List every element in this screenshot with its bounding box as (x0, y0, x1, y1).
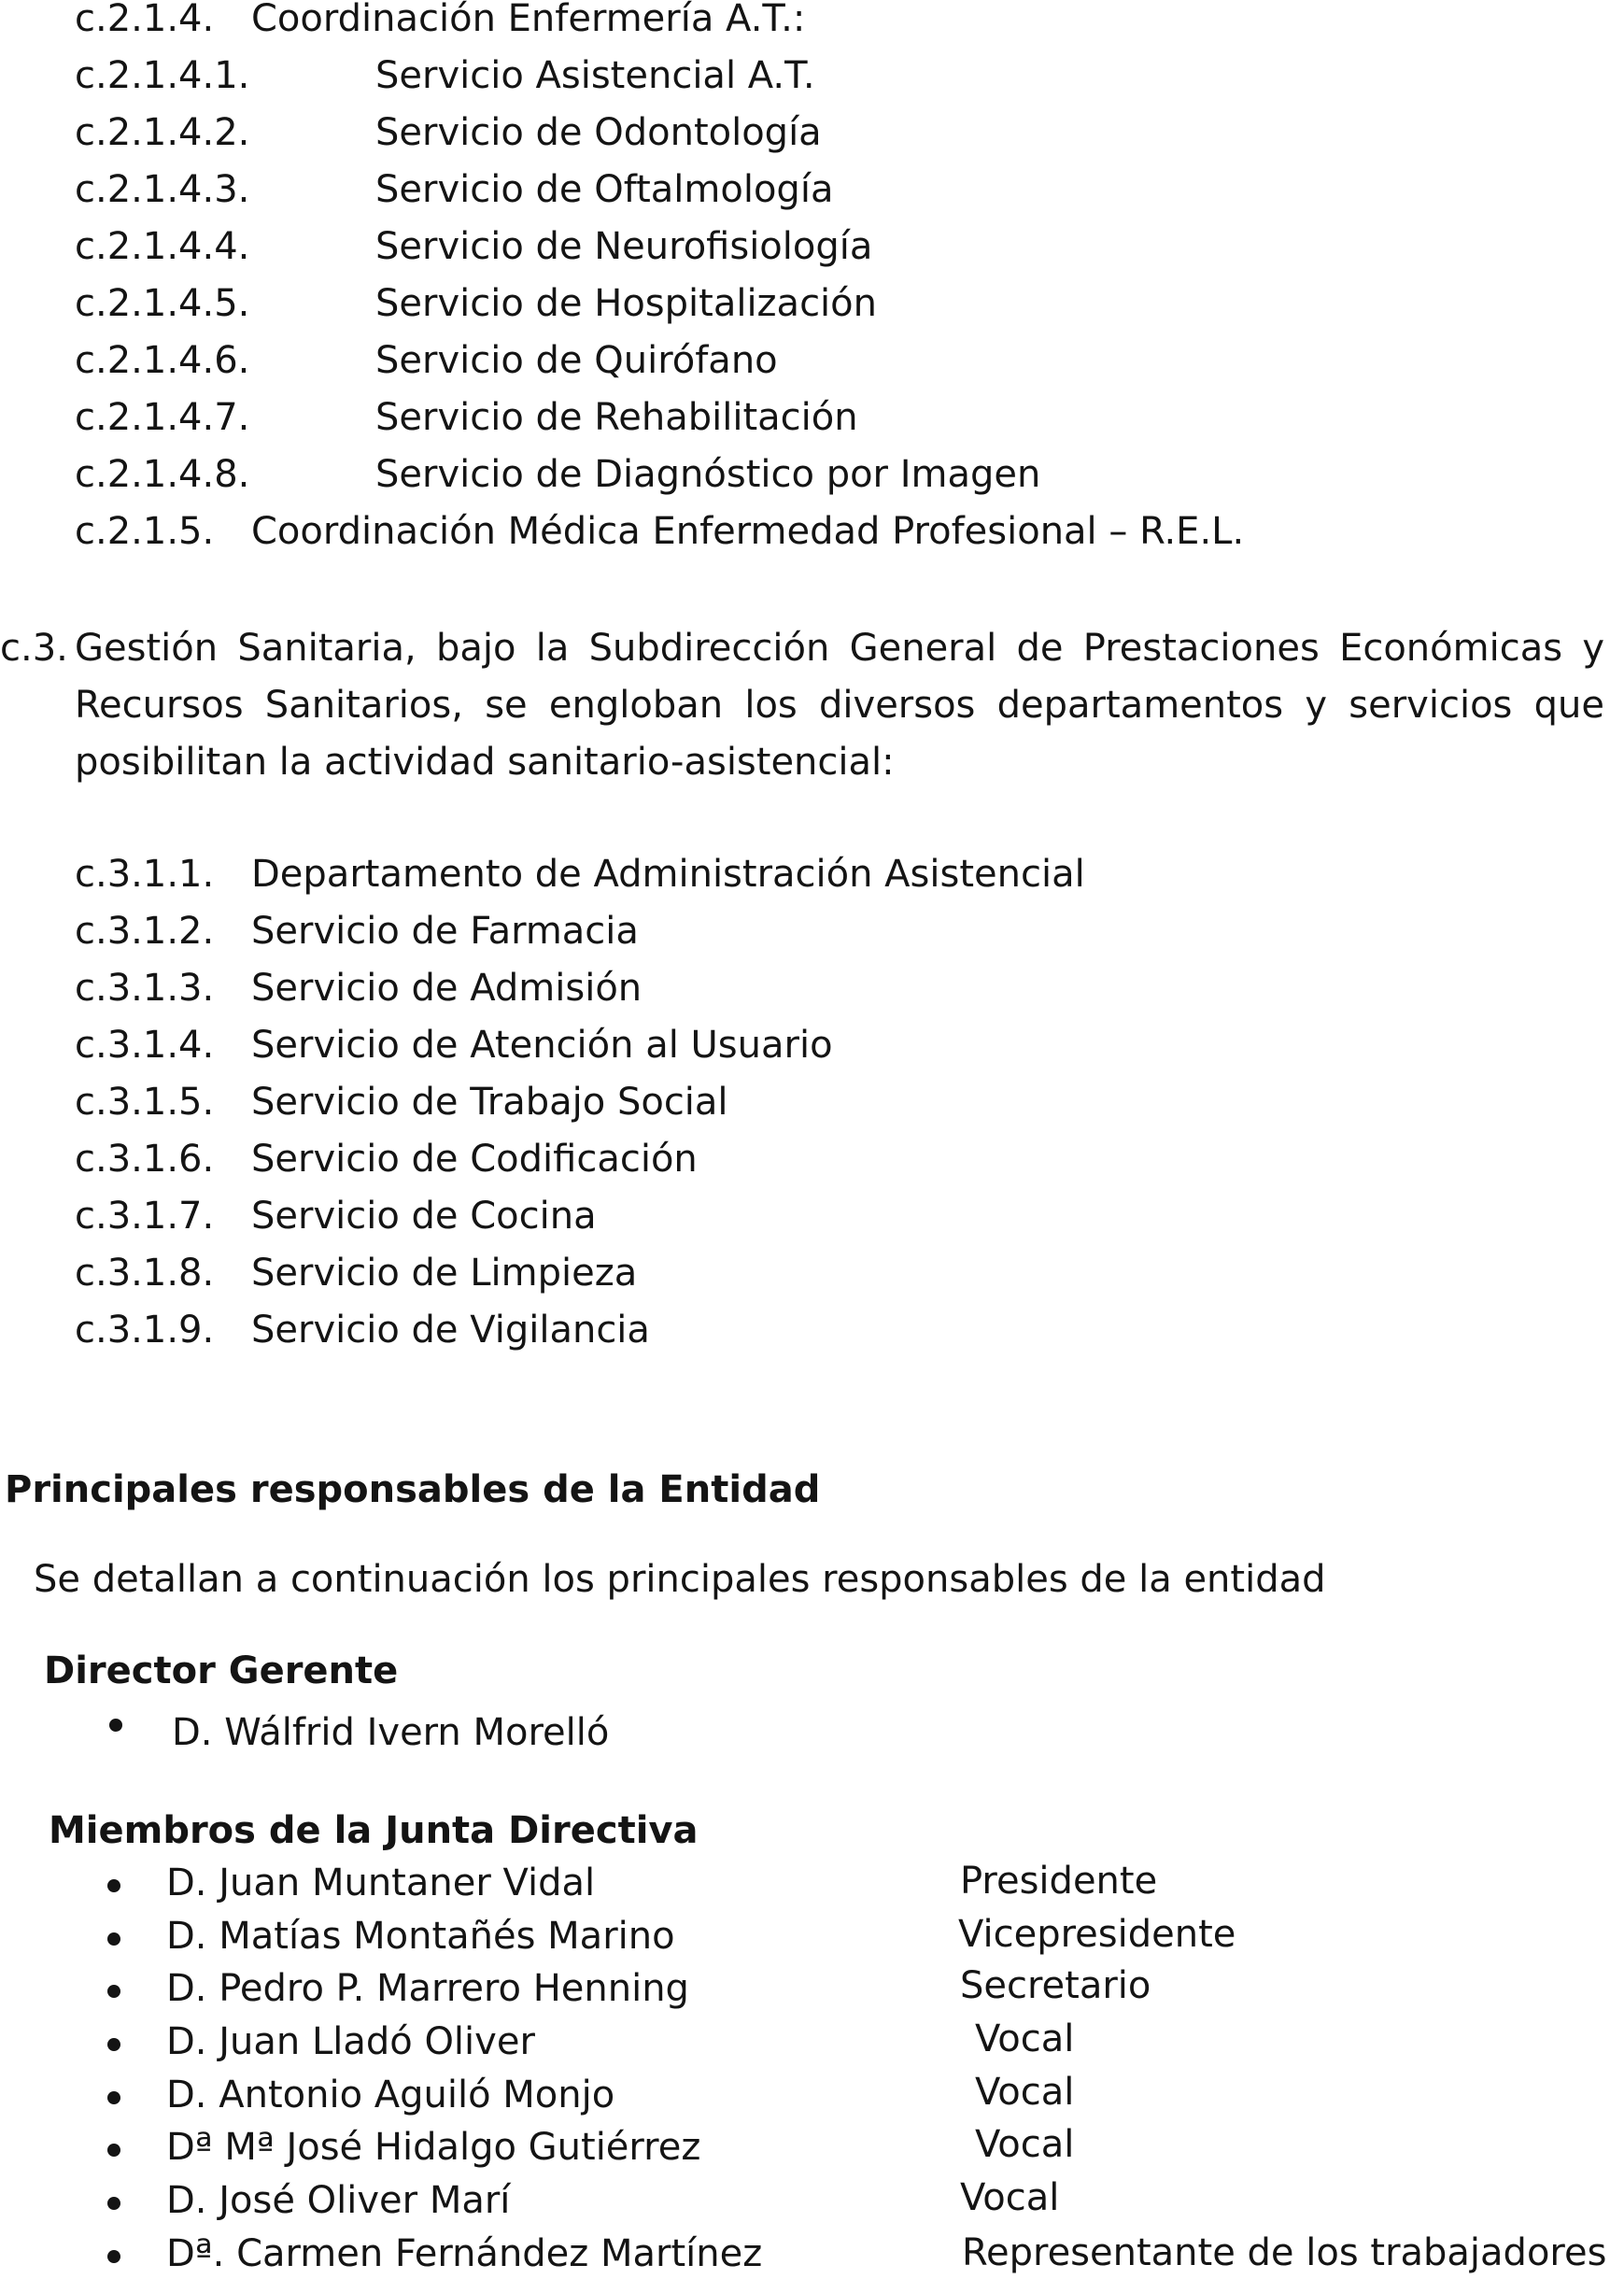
item-number: c.3.1.2. (75, 910, 215, 953)
bullet-icon (107, 2038, 120, 2051)
member-role: Vocal (975, 2123, 1075, 2166)
section-c3-paragraph (0, 620, 1604, 791)
section-heading: Principales responsables de la Entidad (5, 1468, 821, 1511)
item-number: c.2.1.4.1. (75, 54, 250, 97)
item-number: c.2.1.4.5. (75, 282, 250, 325)
paragraph-line: Recursos Sanitarios, se engloban los diversos departamentos y servicios que (75, 684, 1604, 727)
item-text: Servicio de Limpieza (251, 1252, 638, 1295)
member-name: Dª Mª José Hidalgo Gutiérrez (166, 2126, 701, 2169)
item-number: c.2.1.4.3. (75, 168, 250, 211)
member-name: D. Juan Lladó Oliver (166, 2020, 535, 2063)
item-text: Coordinación Enfermería A.T.: (251, 0, 806, 40)
item-text: Servicio de Vigilancia (251, 1309, 650, 1352)
member-name: D. José Oliver Marí (166, 2179, 511, 2222)
item-number: c.3.1.6. (75, 1138, 215, 1181)
item-text: Servicio de Hospitalización (375, 282, 877, 325)
member-role: Vocal (960, 2176, 1060, 2219)
item-text: Servicio de Cocina (251, 1195, 597, 1238)
intro-text: Se detallan a continuación los principales responsables de la entidad (34, 1558, 1326, 1601)
item-number: c.2.1.4.8. (75, 453, 250, 496)
item-text: Servicio de Diagnóstico por Imagen (375, 453, 1041, 496)
item-number: c.3.1.3. (75, 967, 215, 1010)
bullet-icon (107, 2197, 120, 2210)
member-name: D. Juan Muntaner Vidal (166, 1861, 596, 1904)
item-number: c.3.1.5. (75, 1081, 215, 1124)
director-heading: Director Gerente (44, 1649, 399, 1692)
item-text: Servicio de Trabajo Social (251, 1081, 728, 1124)
item-number: c.3.1.7. (75, 1195, 215, 1238)
item-number: c.2.1.4.7. (75, 396, 250, 439)
item-number: c.2.1.4.2. (75, 111, 250, 154)
bullet-icon (107, 2091, 120, 2104)
member-role: Vicepresidente (958, 1913, 1236, 1956)
member-role: Secretario (960, 1964, 1151, 2007)
director-name: D. Wálfrid Ivern Morelló (172, 1711, 610, 1754)
member-role: Vocal (975, 2071, 1075, 2114)
item-text: Servicio de Admisión (251, 967, 643, 1010)
member-name: Dª. Carmen Fernández Martínez (166, 2232, 763, 2275)
item-text: Servicio Asistencial A.T. (375, 54, 815, 97)
item-text: Servicio de Quirófano (375, 339, 778, 382)
item-text: Servicio de Atención al Usuario (251, 1024, 833, 1067)
junta-heading: Miembros de la Junta Directiva (49, 1809, 699, 1852)
bullet-icon (107, 2250, 120, 2263)
member-name: D. Pedro P. Marrero Henning (166, 1967, 689, 2010)
member-name: D. Matías Montañés Marino (166, 1915, 675, 1958)
item-number: c.2.1.4. (75, 0, 215, 40)
bullet-icon (107, 1879, 120, 1892)
item-number: c.3.1.4. (75, 1024, 215, 1067)
item-number: c.2.1.4.6. (75, 339, 250, 382)
item-text: Coordinación Médica Enfermedad Profesional – R.E.L. (251, 510, 1245, 553)
member-name: D. Antonio Aguiló Monjo (166, 2074, 615, 2116)
paragraph-line: Gestión Sanitaria, bajo la Subdirección General de Prestaciones Económicas y (75, 627, 1604, 670)
item-text: Servicio de Neurofisiología (375, 225, 873, 268)
bullet-icon (107, 1985, 120, 1998)
member-role: Presidente (960, 1860, 1158, 1903)
item-text: Departamento de Administración Asistencial (251, 853, 1085, 896)
item-text: Servicio de Farmacia (251, 910, 639, 953)
bullet-icon (107, 1932, 120, 1946)
bullet-icon (109, 1719, 122, 1732)
item-number: c.3.1.9. (75, 1309, 215, 1352)
item-text: Servicio de Oftalmología (375, 168, 834, 211)
item-number: c.3.1.1. (75, 853, 215, 896)
item-text: Servicio de Codificación (251, 1138, 698, 1181)
member-role: Representante de los trabajadores (962, 2231, 1607, 2274)
paragraph-line: posibilitan la actividad sanitario-asistencial: (75, 741, 895, 784)
section-label: c.3. (0, 627, 68, 670)
member-role: Vocal (975, 2017, 1075, 2060)
item-text: Servicio de Odontología (375, 111, 822, 154)
item-text: Servicio de Rehabilitación (375, 396, 858, 439)
bullet-icon (107, 2144, 120, 2157)
item-number: c.2.1.5. (75, 510, 215, 553)
item-number: c.2.1.4.4. (75, 225, 250, 268)
item-number: c.3.1.8. (75, 1252, 215, 1295)
